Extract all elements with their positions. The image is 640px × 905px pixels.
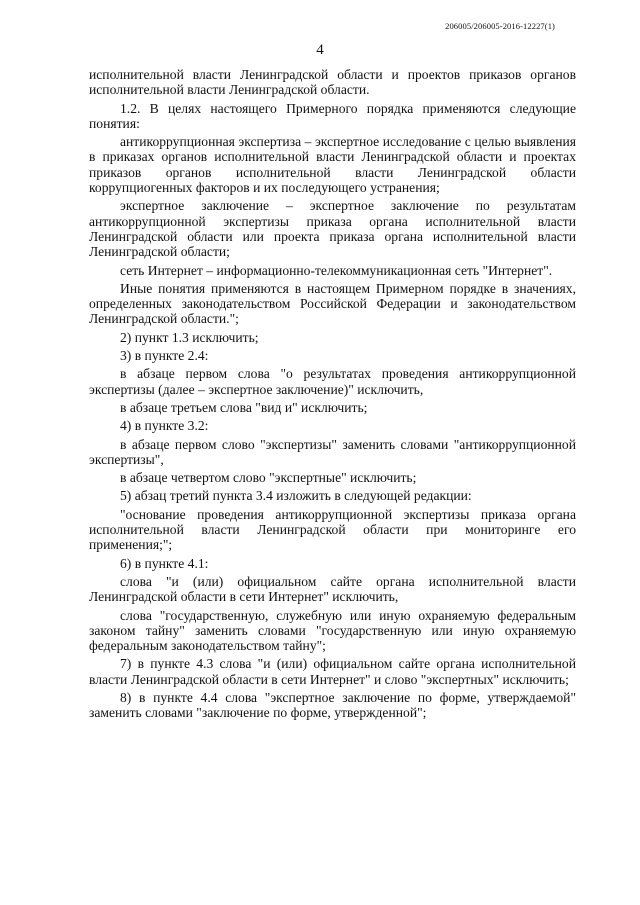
paragraph: слова "и (или) официальном сайте органа исполнительной власти Ленинградской области в сети Интернет" исключить, [89,573,576,605]
paragraph: в абзаце первом слово "экспертизы" заменить словами "антикоррупционной экспертизы", [89,436,576,467]
paragraph: 8) в пункте 4.4 слова "экспертное заключение по форме, утверждаемой" заменить словами "заключение по форме, утвержденной"; [89,689,576,721]
paragraph: антикоррупционная экспертиза – экспертное исследование с целью выявления в приказах органов исполнительной власти Ленинградской области и проектах приказов органов исполнительной власти Ленинградской области коррупциогенных факторов и их последующего устранения; [89,134,576,196]
paragraph: в абзаце первом слова "о результатах проведения антикоррупционной экспертизы (далее – экспертное заключение)" исключить, [89,366,576,397]
paragraph: сеть Интернет – информационно-телекоммуникационная сеть "Интернет". [120,262,553,278]
paragraph: 3) в пункте 2.4: [120,348,209,364]
document-id: 206005/206005-2016-12227(1) [445,21,555,31]
paragraph: 7) в пункте 4.3 слова "и (или) официальном сайте органа исполнительной власти Ленинградской области в сети Интернет" и слово "экспертных" исключить; [89,656,576,687]
paragraph: в абзаце третьем слова "вид и" исключить; [120,399,368,415]
paragraph: экспертное заключение – экспертное заключение по результатам антикоррупционной экспертизы приказа органа исполнительной власти Ленинградской области или проекта приказа органа исполнительной власти Ленинградской области; [89,198,576,260]
paragraph: в абзаце четвертом слово "экспертные" исключить; [120,470,417,486]
page-number: 4 [316,42,324,58]
paragraph: 5) абзац третий пункта 3.4 изложить в следующей редакции: [120,488,472,504]
paragraph: 1.2. В целях настоящего Примерного порядка применяются следующие понятия: [89,100,576,131]
paragraph: "основание проведения антикоррупционной экспертизы приказа органа исполнительной власти Ленинградской области при мониторинге его применения;"; [89,506,576,553]
paragraph: исполнительной власти Ленинградской области и проектов приказов органов исполнительной власти Ленинградской области. [89,67,576,98]
paragraph: слова "государственную, служебную или иную охраняемую федеральным законом тайну" заменить словами "государственную или иную охраняемую федеральным законодательством тайну"; [89,607,576,654]
paragraph: 6) в пункте 4.1: [120,555,209,571]
paragraph: 2) пункт 1.3 исключить; [120,329,259,345]
document-body [89,67,576,724]
paragraph: Иные понятия применяются в настоящем Примерном порядке в значениях, определенных законодательством Российской Федерации и законодательством Ленинградской области."; [89,280,576,327]
paragraph: 4) в пункте 3.2: [120,418,209,434]
